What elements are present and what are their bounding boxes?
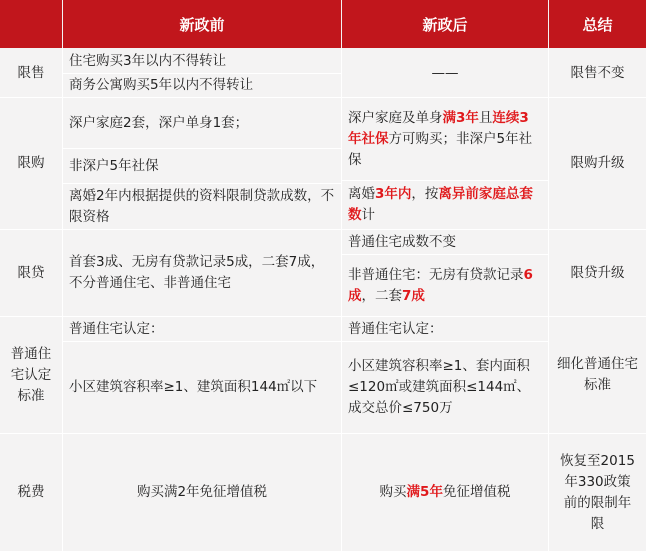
- after-xiandai-1: 普通住宅成数不变: [348, 233, 456, 250]
- after-standard-title: 普通住宅认定：: [348, 320, 443, 337]
- after-xiangou-1: 深户家庭及单身满3年且连续3年社保方可购买；非深户5年社保: [348, 109, 533, 168]
- before-tax: 购买满2年免征增值税: [136, 484, 268, 500]
- after-xianshou: ——: [431, 64, 459, 81]
- summary-xiandai: 限贷升级: [570, 264, 625, 281]
- row-label-xiangou: 限购: [17, 155, 45, 171]
- before-xianshou-line1: 住宅购买3年以内不得转让: [69, 53, 227, 69]
- summary-tax: 恢复至2015年330政策前的限制年限: [560, 452, 635, 532]
- summary-standard: 细化普通住宅标准: [557, 356, 638, 393]
- summary-xianshou: 限售不变: [570, 64, 625, 81]
- after-xiandai-2: 非普通住宅：无房有贷款记录6成，二套7成: [348, 266, 533, 304]
- before-standard-title: 普通住宅认定：: [69, 320, 164, 337]
- before-xianshou-line2: 商务公寓购买5年以内不得转让: [69, 77, 254, 93]
- row-label-xiandai: 限贷: [17, 264, 45, 281]
- after-xiangou-2: 离婚3年内，按离异前家庭总套数计: [348, 186, 533, 223]
- after-standard: 小区建筑容积率≥1、套内面积≤120㎡或建筑面积≤144㎡、成交总价≤750万: [348, 358, 531, 416]
- header-before: 新政前: [63, 0, 341, 48]
- summary-xiangou: 限购升级: [570, 155, 625, 171]
- header-corner: [0, 0, 62, 48]
- before-standard: 小区建筑容积率≥1、建筑面积144㎡以下: [69, 379, 318, 395]
- row-label-standard: 普通住宅认定标准: [10, 345, 52, 404]
- before-xiangou-line3: 离婚2年内根据提供的资料限制贷款成数，不限资格: [69, 187, 335, 225]
- row-label-xianshou: 限售: [17, 64, 45, 81]
- row-label-tax: 税费: [17, 484, 45, 500]
- before-xiandai: 首套3成、无房有贷款记录5成，二套7成，不分普通住宅、非普通住宅: [69, 254, 325, 291]
- header-after: 新政后: [342, 0, 548, 48]
- before-xiangou-line1: 深户家庭2套，深户单身1套；: [69, 114, 249, 131]
- before-xiangou-line2: 非深户5年社保: [69, 157, 159, 174]
- after-tax: 购买满5年免征增值税: [379, 484, 511, 500]
- header-summary: 总结: [549, 0, 646, 48]
